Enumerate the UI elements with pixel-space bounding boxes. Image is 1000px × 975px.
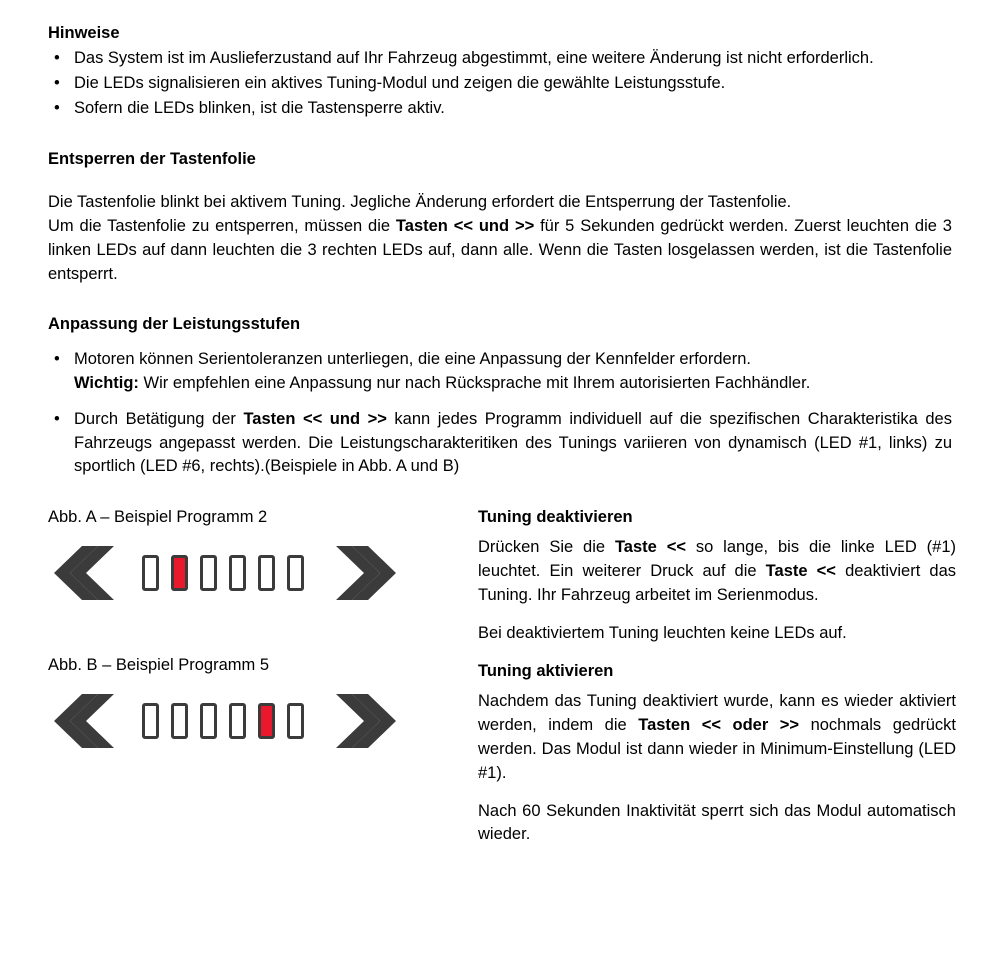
text-emphasis-wichtig: Wichtig: — [74, 373, 139, 392]
spacer — [48, 173, 952, 191]
list-item — [48, 72, 952, 96]
chevron-right-icon — [330, 544, 398, 602]
bullet-dot-icon: • — [54, 98, 60, 117]
instructions-column — [478, 506, 956, 861]
list-item-text — [74, 410, 952, 476]
paragraph-aktivieren-1 — [478, 690, 956, 786]
led-6 — [287, 703, 304, 739]
text-emphasis-tasten: Tasten << und >> — [395, 216, 535, 235]
led-3 — [200, 703, 217, 739]
spacer — [48, 287, 952, 313]
paragraph-entsperren-2 — [48, 215, 952, 287]
heading-tuning-aktivieren: Tuning aktivieren — [478, 661, 614, 680]
led-5 — [258, 703, 275, 739]
led-strip-a — [136, 555, 310, 591]
text-fragment: für 5 Sekunden gedrückt werden. Zuerst leuchten die 3 linken LEDs auf dann leuchten die 3 rechten LEDs auf, dann alle. Wenn die Tasten losgelassen werden, ist die Tastenfolie entsperrt. — [48, 216, 952, 283]
text-fragment: Motoren können Serientoleranzen unterliegen, die eine Anpassung der Kennfelder erfordern. — [74, 349, 751, 368]
list-item — [48, 408, 952, 480]
spacer — [48, 602, 468, 654]
figure-a — [48, 544, 468, 602]
text-fragment: Durch Betätigung der — [74, 409, 244, 428]
spacer — [48, 480, 952, 506]
led-strip-b — [136, 703, 310, 739]
led-2 — [171, 555, 188, 591]
led-4 — [229, 703, 246, 739]
paragraph-aktivieren-2: Nach 60 Sekunden Inaktivität sperrt sich das Modul automatisch wieder. — [478, 801, 956, 844]
heading-hinweise: Hinweise — [48, 24, 120, 42]
text-fragment: nochmals gedrückt werden. Das Modul ist dann wieder in Minimum-Einstellung (LED #1). — [478, 715, 956, 782]
text-fragment: kann jedes Programm individuell auf die spezifischen Charakteristika des Fahrzeugs angepasst werden. Die Leistungscharakteritiken des Tunings variieren von dynamisch (LED #1, links) zu sportlich (LED #6, rechts).(Beispiele in Abb. A und B) — [74, 409, 952, 476]
bullet-dot-icon: • — [54, 49, 60, 68]
spacer — [48, 338, 952, 348]
paragraph-deaktivieren-2: Bei deaktiviertem Tuning leuchten keine LEDs auf. — [478, 624, 847, 643]
hinweise-list — [48, 47, 952, 121]
figures-and-instructions-area — [48, 506, 957, 844]
text-fragment: Drücken Sie die — [478, 538, 615, 557]
spacer — [48, 122, 952, 148]
paragraph-entsperren-1: Die Tastenfolie blinkt bei aktivem Tuning. Jegliche Änderung erfordert die Entsperrung der Tastenfolie. — [48, 192, 792, 211]
figures-column — [48, 506, 468, 750]
led-5 — [258, 555, 275, 591]
figure-b — [48, 692, 468, 750]
list-item-text: Das System ist im Auslieferzustand auf Ihr Fahrzeug abgestimmt, eine weitere Änderung ist nicht erforderlich. — [74, 49, 874, 68]
text-emphasis-tasten: Tasten << oder >> — [638, 715, 800, 734]
led-4 — [229, 555, 246, 591]
text-emphasis-taste: Taste << — [614, 538, 686, 557]
figure-a-caption: Abb. A – Beispiel Programm 2 — [48, 508, 268, 527]
list-item-text — [74, 350, 810, 392]
list-item-text: Die LEDs signalisieren ein aktives Tuning-Modul und zeigen die gewählte Leistungsstufe. — [74, 74, 726, 93]
bullet-dot-icon: • — [54, 409, 60, 428]
text-fragment: Nachdem das Tuning deaktiviert wurde, kann es wieder aktiviert werden, indem die — [478, 691, 956, 734]
list-item — [48, 97, 952, 121]
chevron-left-icon — [48, 544, 116, 602]
chevron-right-icon — [330, 692, 398, 750]
chevron-left-icon — [48, 692, 116, 750]
text-emphasis-taste: Taste << — [765, 562, 836, 581]
list-item-text: Sofern die LEDs blinken, ist die Tastensperre aktiv. — [74, 98, 445, 117]
heading-anpassung: Anpassung der Leistungsstufen — [48, 314, 301, 333]
list-item — [48, 348, 952, 396]
anpassung-list — [48, 348, 952, 480]
led-1 — [142, 703, 159, 739]
list-item — [48, 47, 952, 71]
figure-b-caption: Abb. B – Beispiel Programm 5 — [48, 656, 270, 675]
text-fragment: Um die Tastenfolie zu entsperren, müssen die — [48, 216, 396, 235]
led-6 — [287, 555, 304, 591]
heading-tuning-deaktivieren: Tuning deaktivieren — [478, 508, 633, 527]
text-fragment: so lange, bis die linke LED (#1) leuchtet. Ein weiterer Druck auf die — [478, 538, 957, 581]
led-3 — [200, 555, 217, 591]
text-fragment: deaktiviert das Tuning. Ihr Fahrzeug arbeitet im Serienmodus. — [478, 562, 956, 605]
text-emphasis-tasten: Tasten << und >> — [243, 409, 387, 428]
heading-entsperren: Entsperren der Tastenfolie — [48, 149, 256, 168]
bullet-dot-icon: • — [54, 349, 60, 368]
led-2 — [171, 703, 188, 739]
led-1 — [142, 555, 159, 591]
bullet-dot-icon: • — [54, 74, 60, 93]
paragraph-deaktivieren-1 — [478, 536, 956, 608]
text-fragment: Wir empfehlen eine Anpassung nur nach Rücksprache mit Ihrem autorisierten Fachhändler. — [138, 373, 811, 392]
